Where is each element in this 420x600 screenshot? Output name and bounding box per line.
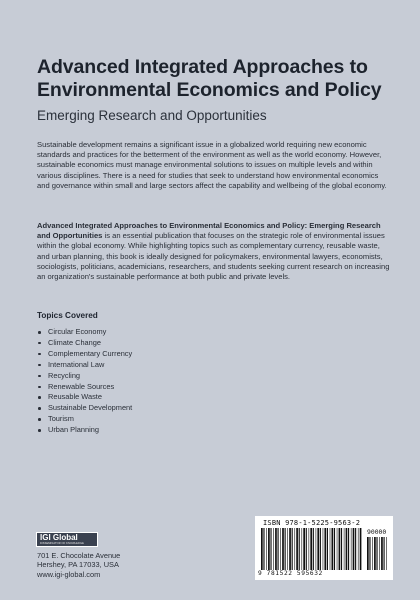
description-paragraph-2 bbox=[37, 221, 392, 282]
publisher-logo-tagline: DISSEMINATOR OF KNOWLEDGE bbox=[40, 542, 84, 545]
barcode-bar bbox=[263, 528, 264, 570]
barcode-digits: 9 781522 595632 bbox=[258, 570, 323, 577]
barcode-bar bbox=[303, 528, 305, 570]
barcode-bars-icon bbox=[261, 528, 363, 570]
barcode-bar bbox=[266, 528, 267, 570]
topic-item: Circular Economy bbox=[37, 327, 132, 338]
barcode-bar bbox=[316, 528, 317, 570]
barcode-bar bbox=[273, 528, 274, 570]
barcode-bar bbox=[275, 528, 277, 570]
barcode-bar bbox=[317, 528, 319, 570]
barcode-bar bbox=[346, 528, 348, 570]
address-street: 701 E. Chocolate Avenue bbox=[37, 551, 121, 560]
barcode-bar bbox=[292, 528, 293, 570]
barcode-bar bbox=[320, 528, 321, 570]
barcode-bar bbox=[278, 528, 279, 570]
barcode-bar bbox=[372, 537, 373, 570]
topic-item: International Law bbox=[37, 360, 132, 371]
topic-item: Tourism bbox=[37, 414, 132, 425]
topics-heading: Topics Covered bbox=[37, 311, 98, 320]
topic-item: Reusable Waste bbox=[37, 392, 132, 403]
barcode-bar bbox=[332, 528, 334, 570]
isbn-label: ISBN 978-1-5225-9563-2 bbox=[263, 519, 361, 527]
barcode-bar bbox=[302, 528, 303, 570]
barcode-bar bbox=[323, 528, 324, 570]
topic-item: Renewable Sources bbox=[37, 382, 132, 393]
barcode-bar bbox=[353, 528, 355, 570]
barcode-bar bbox=[358, 528, 359, 570]
barcode-bar bbox=[374, 537, 376, 570]
price-code: 90000 bbox=[367, 528, 387, 536]
paragraph-2-bold-title: Advanced Integrated Approaches to Environmental Economics and Policy: Emerging Research and Opportunities bbox=[37, 221, 381, 241]
barcode-bar bbox=[261, 528, 263, 570]
barcode-bar bbox=[282, 528, 284, 570]
barcode-bar bbox=[313, 528, 314, 570]
barcode-bar bbox=[381, 537, 383, 570]
barcode-bar bbox=[348, 528, 349, 570]
barcode-bar bbox=[285, 528, 286, 570]
barcode-bar bbox=[337, 528, 338, 570]
topic-item: Recycling bbox=[37, 371, 132, 382]
barcode-bar bbox=[324, 528, 326, 570]
publisher-logo bbox=[36, 532, 98, 547]
topic-item: Urban Planning bbox=[37, 425, 132, 436]
price-barcode-bars-icon bbox=[367, 537, 389, 570]
barcode-bar bbox=[351, 528, 352, 570]
barcode-bar bbox=[367, 537, 369, 570]
barcode-bar bbox=[299, 528, 300, 570]
barcode-bar bbox=[355, 528, 356, 570]
barcode-bar bbox=[306, 528, 307, 570]
topic-item: Sustainable Development bbox=[37, 403, 132, 414]
description-paragraph-1: Sustainable development remains a significant issue in a globalized world requiring new economic standards and practices for the betterment of the environment as well as the world economy. However, sustainable economics must manage environmental solutions to issues on multiple levels and within various disciplines. There is a need for studies that seek to understand how environmental economics and governance within small and large sectors affect the capability and wellbeing of the global economy. bbox=[37, 140, 387, 190]
barcode-bar bbox=[341, 528, 342, 570]
barcode-bar bbox=[296, 528, 298, 570]
isbn-barcode bbox=[255, 516, 393, 580]
publisher-address bbox=[37, 551, 120, 579]
barcode-bar bbox=[344, 528, 345, 570]
barcode-bar bbox=[310, 528, 312, 570]
barcode-bar bbox=[386, 537, 387, 570]
barcode-bar bbox=[327, 528, 328, 570]
barcode-bar bbox=[309, 528, 310, 570]
barcode-bar bbox=[289, 528, 291, 570]
book-title: Advanced Integrated Approaches to Environmental Economics and Policy bbox=[37, 56, 382, 101]
publisher-website: www.igi-global.com bbox=[37, 569, 101, 579]
barcode-bar bbox=[339, 528, 341, 570]
topic-item: Climate Change bbox=[37, 338, 132, 349]
barcode-bar bbox=[379, 537, 380, 570]
publisher-logo-text: IGI Global bbox=[40, 533, 78, 542]
paragraph-2-text: is an essential publication that focuses on the strategic role of environmental issues within the global economy. While highlighting topics such as complementary currency, reusable waste, and urban planning, this book is ideally designed for policymakers, environmental lawyers, economists, sociologists, politicians, academicians, researchers, and students seeking current research on increasing an organization's sustainable performance at both public and private levels. bbox=[37, 231, 390, 282]
barcode-bar bbox=[287, 528, 288, 570]
barcode-bar bbox=[384, 537, 385, 570]
address-city: Hershey, PA 17033, USA bbox=[37, 560, 119, 570]
barcode-bar bbox=[376, 537, 377, 570]
barcode-bar bbox=[268, 528, 270, 570]
barcode-bar bbox=[334, 528, 335, 570]
barcode-bar bbox=[280, 528, 281, 570]
barcode-bar bbox=[330, 528, 331, 570]
book-subtitle: Emerging Research and Opportunities bbox=[37, 108, 267, 123]
barcode-bar bbox=[294, 528, 295, 570]
topic-item: Complementary Currency bbox=[37, 349, 132, 360]
barcode-bar bbox=[369, 537, 370, 570]
barcode-bar bbox=[360, 528, 362, 570]
topics-list bbox=[37, 327, 132, 436]
barcode-bar bbox=[270, 528, 271, 570]
